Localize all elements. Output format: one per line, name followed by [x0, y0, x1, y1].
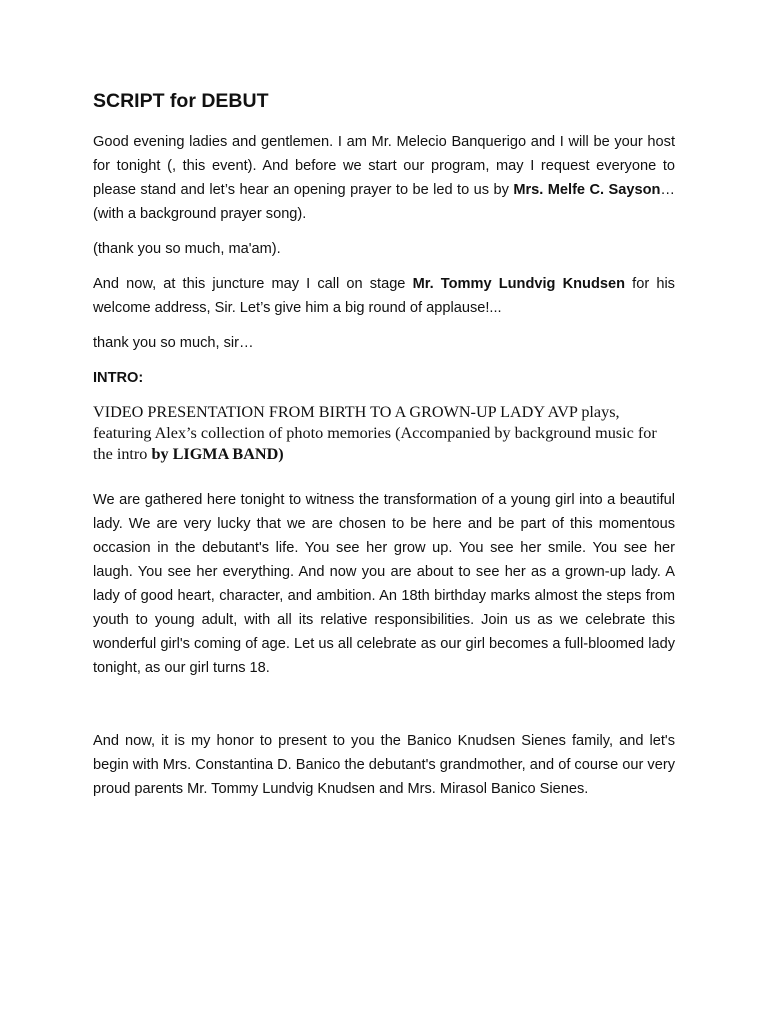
paragraph-transformation: We are gathered here tonight to witness the transformation of a young girl into a beautiful lady. We are very lucky that we are chosen to be here and be part of this momentous occasion in the debutant's life. You see her grow up. You see her smile. You see her laugh. You see her everything. And now you are about to see her as a grown-up lady. A lady of good heart, character, and ambition. An 18th birthday marks almost the steps from youth to young adult, with all its relative responsibilities. Join us as we celebrate this wonderful girl's coming of age. Let us all celebrate as our girl becomes a full-bloomed lady tonight, as our girl turns 18.: [93, 492, 675, 676]
welcome-speaker-name: Mr. Tommy Lundvig Knudsen: [412, 276, 626, 292]
opening-text-end: …(with a background prayer song).: [93, 182, 675, 222]
intro-heading: INTRO:: [93, 370, 144, 386]
intro-text: VIDEO PRESENTATION FROM BIRTH TO A GROWN-UP LADY AVP plays, featuring Alex’s collection of photo memories (Accompanied by background music for the intro: [93, 403, 657, 463]
intro-description: [93, 402, 675, 465]
welcome-text: And now, at this juncture may I call on stage: [93, 276, 413, 292]
paragraph-thanks-maam: (thank you so much, ma'am).: [93, 241, 281, 257]
paragraph-family-presentation: And now, it is my honor to present to you the Banico Knudsen Sienes family, and let's begin with Mrs. Constantina D. Banico the debutant's grandmother, and of course our very proud parents Mr. Tommy Lundvig Knudsen and Mrs. Mirasol Banico Sienes.: [93, 733, 675, 797]
paragraph-opening: [93, 130, 675, 226]
blank-space: [93, 691, 675, 729]
welcome-text-end: for his welcome address, Sir. Let’s give him a big round of applause!...: [93, 276, 675, 316]
prayer-leader-name: Mrs. Melfe C. Sayson: [513, 182, 661, 198]
intro-band: by LIGMA BAND): [151, 445, 284, 463]
paragraph-thanks-sir: thank you so much, sir…: [93, 335, 254, 351]
document-page: [93, 88, 675, 812]
paragraph-welcome-address: [93, 272, 675, 320]
document-title: SCRIPT for DEBUT: [93, 90, 269, 112]
opening-text: Good evening ladies and gentlemen. I am Mr. Melecio Banquerigo and I will be your host for tonight (, this event). And before we start our program, may I request everyone to please stand and let’s hear an opening prayer to be led to us by: [93, 134, 675, 198]
